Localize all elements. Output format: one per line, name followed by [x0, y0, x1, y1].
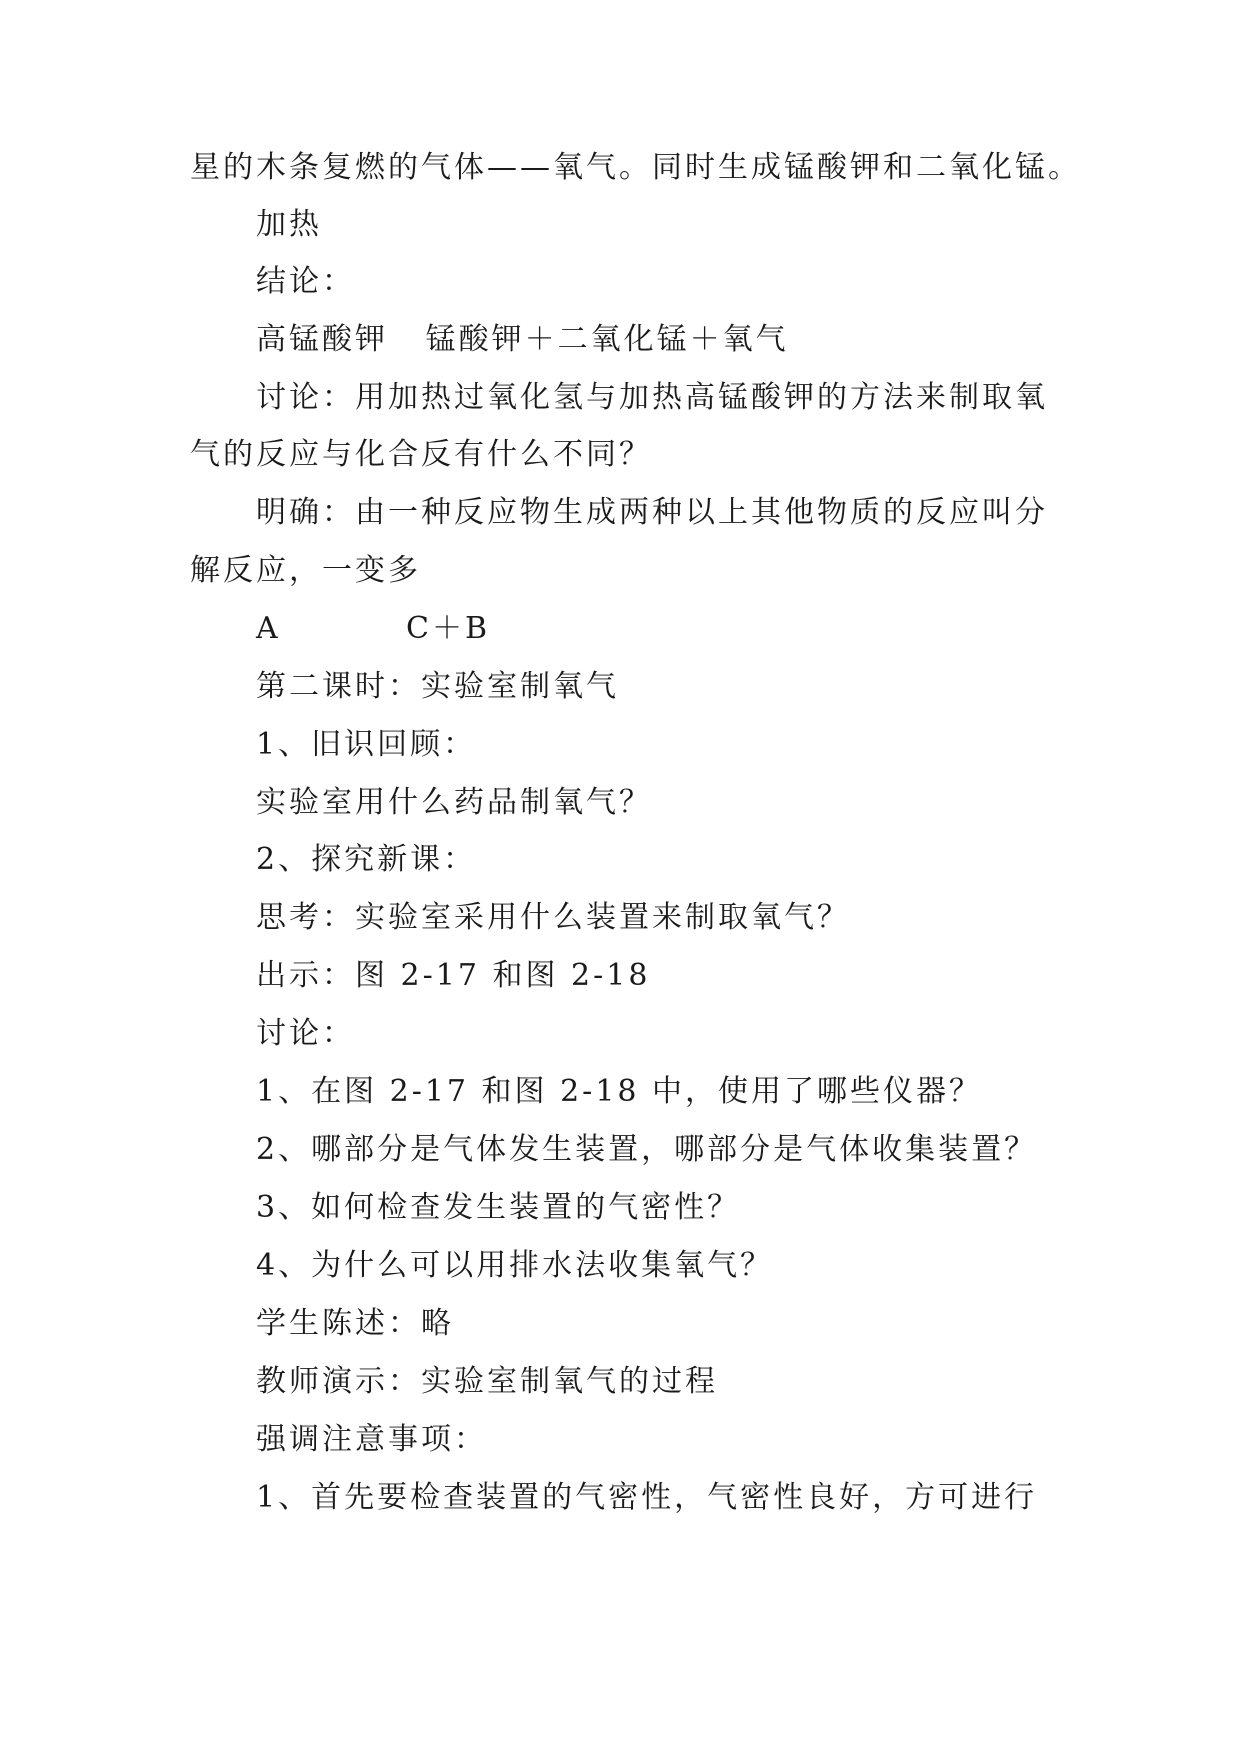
- text-line: 讨论：: [256, 1016, 355, 1051]
- text-line: 高锰酸钾 锰酸钾＋二氧化锰＋氧气: [256, 322, 789, 357]
- text-line: 思考：实验室采用什么装置来制取氧气？: [256, 900, 850, 935]
- text-line: 1、旧识回顾：: [256, 727, 477, 762]
- text-line: 4、为什么可以用排水法收集氧气？: [256, 1248, 774, 1283]
- text-line: 2、探究新课：: [256, 842, 477, 877]
- text-line: 解反应，一变多: [190, 553, 421, 588]
- text-line: 实验室用什么药品制氧气？: [256, 785, 652, 820]
- text-line: 出示：图 2-17 和图 2-18: [256, 958, 651, 993]
- text-line: 2、哪部分是气体发生装置，哪部分是气体收集装置？: [256, 1132, 1038, 1167]
- text-line: 星的木条复燃的气体——氧气。同时生成锰酸钾和二氧化锰。: [190, 150, 1081, 185]
- text-line: 1、首先要检查装置的气密性，气密性良好，方可进行: [256, 1480, 1038, 1515]
- text-line: 1、在图 2-17 和图 2-18 中，使用了哪些仪器？: [256, 1074, 983, 1109]
- text-line: 明确：由一种反应物生成两种以上其他物质的反应叫分: [256, 495, 1048, 530]
- text-line: 加热: [256, 207, 322, 242]
- text-line: 强调注意事项：: [256, 1422, 487, 1457]
- text-line: 气的反应与化合反有什么不同？: [190, 437, 652, 472]
- text-line: A C＋B: [256, 611, 491, 646]
- text-line: 3、如何检查发生装置的气密性？: [256, 1190, 741, 1225]
- text-line: 学生陈述：略: [256, 1306, 454, 1341]
- text-line: 讨论：用加热过氧化氢与加热高锰酸钾的方法来制取氧: [256, 380, 1048, 415]
- text-line: 结论：: [256, 264, 355, 299]
- text-line: 第二课时：实验室制氧气: [256, 669, 619, 704]
- text-line: 教师演示：实验室制氧气的过程: [256, 1364, 718, 1399]
